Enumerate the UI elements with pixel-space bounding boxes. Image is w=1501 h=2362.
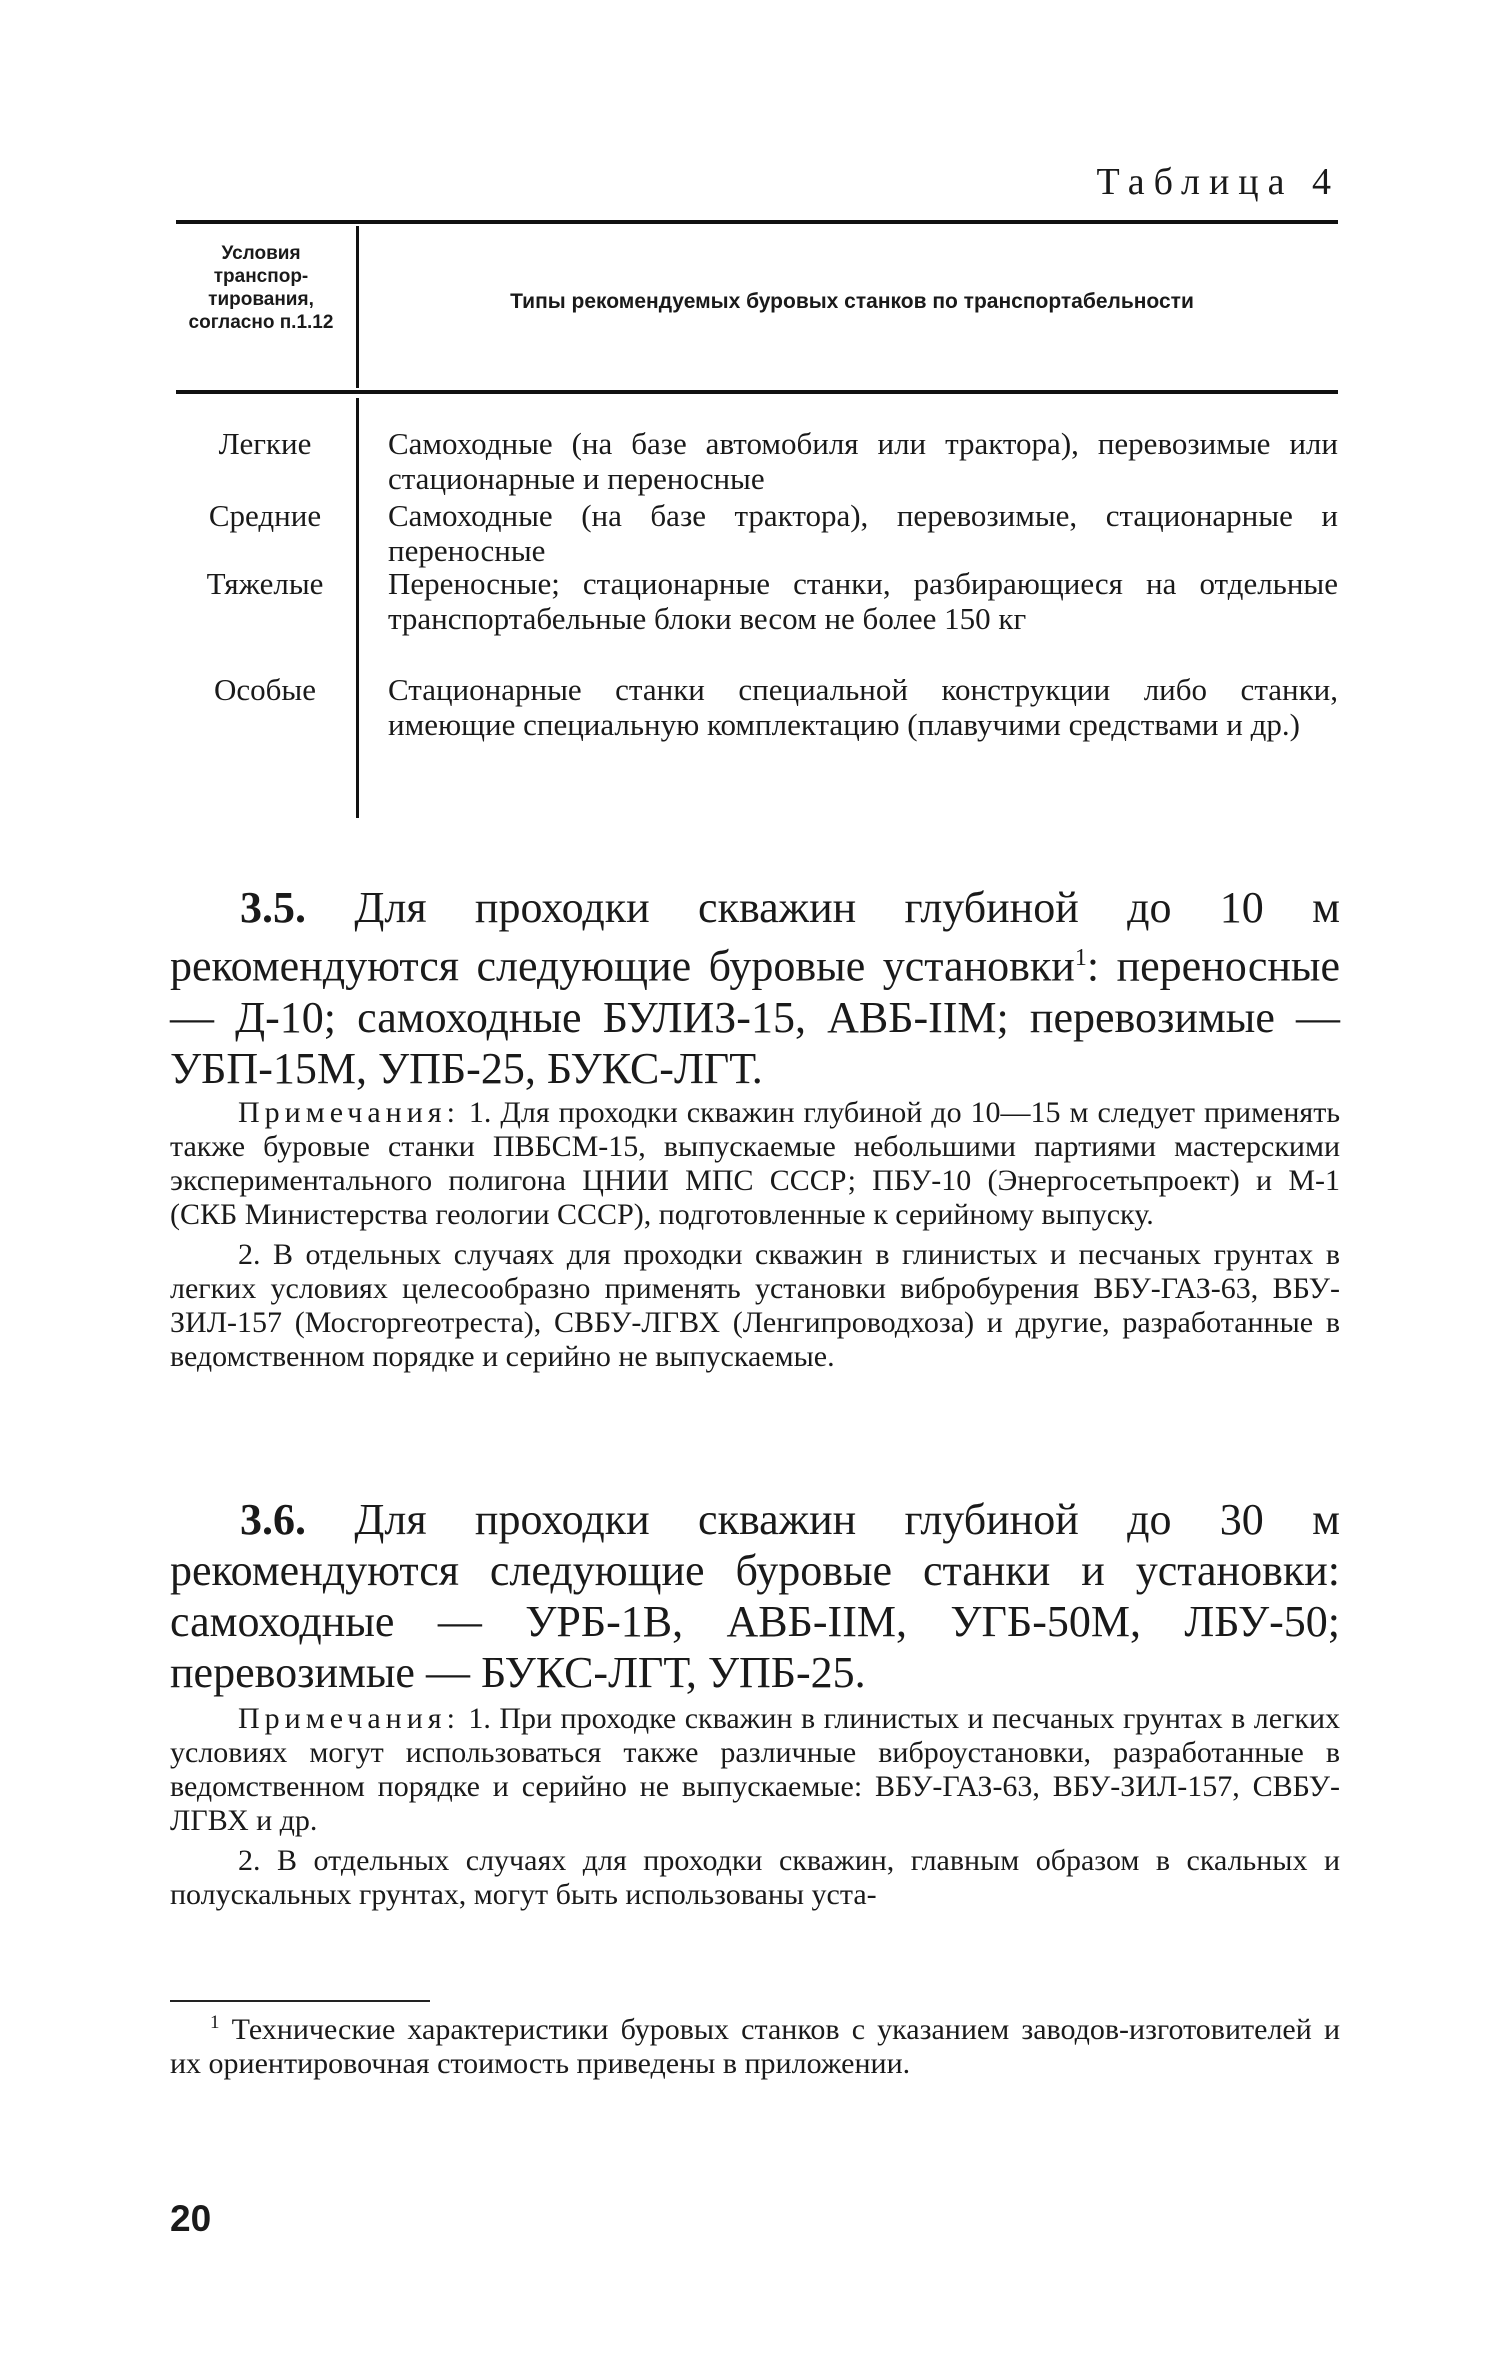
footnote-ref: 1	[1074, 945, 1087, 971]
table-header-divider	[356, 226, 359, 388]
page-number: 20	[170, 2198, 212, 2239]
section-text-after: : переносные — Д-10; самоходные БУЛИЗ-15, АВБ-IIМ; перевозимые — УБП-15М, УПБ-25, БУКС-ЛГТ.	[170, 941, 1341, 1093]
table-header-rule	[176, 390, 1338, 394]
footnote-rule	[170, 2000, 430, 2002]
header-condition: Условия транспор- тирования, согласно п.1.12	[188, 243, 334, 333]
row-condition: Средние	[208, 498, 322, 533]
row-types: Переносные; стационарные станки, разбирающиеся на отдельные транспортабельные блоки весом не более 150 кг	[388, 566, 1338, 636]
note-item: 2. В отдельных случаях для проходки скважин в глинистых и песчаных грунтах в легких условиях целесообразно применять установки вибробурения ВБУ-ГАЗ-63, ВБУ-ЗИЛ-157 (Мосгоргеотреста), СВБУ-ЛГВХ (Ленгипроводхоза) и другие, разработанные в ведомственном порядке и серийно не выпускаемые.	[170, 1238, 1340, 1373]
row-condition: Особые	[213, 672, 316, 707]
table-top-rule	[176, 220, 1338, 224]
section-3-5	[170, 882, 1340, 1094]
notes-label: Примечания:	[238, 1096, 460, 1129]
row-types: Самоходные (на базе автомобиля или трактора), перевозимые или стационарные и переносные	[388, 426, 1338, 496]
note-item: 1. При проходке скважин в глинистых и песчаных грунтах в легких условиях могут использоваться также различные виброустановки, разработанные в ведомственном порядке и серийно не выпускаемые: ВБУ-ГАЗ-63, ВБУ-ЗИЛ-157, СВБУ-ЛГВХ и др.	[170, 1702, 1341, 1837]
section-number: 3.5.	[240, 883, 306, 932]
table-body-divider	[356, 398, 359, 818]
notes-3-6	[170, 1702, 1340, 1912]
section-text: Для проходки скважин глубиной до 30 м рекомендуются следующие буровые станки и установки: самоходные — УРБ-1В, АВБ-IIМ, УГБ-50М, ЛБУ-50; перевозимые — БУКС-ЛГТ, УПБ-25.	[170, 1495, 1340, 1697]
note-item: 2. В отдельных случаях для проходки скважин, главным образом в скальных и полускальных грунтах, могут быть использованы уста-	[170, 1844, 1340, 1911]
row-condition: Тяжелые	[206, 566, 324, 601]
section-number: 3.6.	[240, 1495, 306, 1544]
footnote	[170, 2006, 1340, 2081]
row-types: Стационарные станки специальной конструкции либо станки, имеющие специальную комплектацию (плавучими средствами и др.)	[388, 672, 1338, 742]
footnote-text: Технические характеристики буровых станков с указанием заводов-изготовителей и их ориентировочная стоимость приведены в приложении.	[170, 2013, 1341, 2080]
section-3-6	[170, 1494, 1340, 1698]
notes-3-5	[170, 1096, 1340, 1374]
table-caption: Таблица 4	[1096, 161, 1340, 203]
footnote-mark: 1	[210, 2012, 220, 2033]
row-condition: Легкие	[218, 426, 312, 461]
section-text: Для проходки скважин глубиной до 10 м рекомендуются следующие буровые установки	[170, 883, 1340, 991]
row-types: Самоходные (на базе трактора), перевозимые, стационарные и переносные	[388, 498, 1338, 568]
notes-label: Примечания:	[238, 1702, 460, 1735]
note-item: 1. Для проходки скважин глубиной до 10—15 м следует применять также буровые станки ПВБСМ-15, выпускаемые небольшими партиями мастерскими экспериментального полигона ЦНИИ МПС СССР; ПБУ-10 (Энергосетьпроект) и М-1 (СКБ Министерства геологии СССР), подготовленные к серийному выпуску.	[170, 1096, 1341, 1231]
transport-table	[176, 212, 1338, 824]
header-types: Типы рекомендуемых буровых станков по транспортабельности	[510, 290, 1194, 313]
